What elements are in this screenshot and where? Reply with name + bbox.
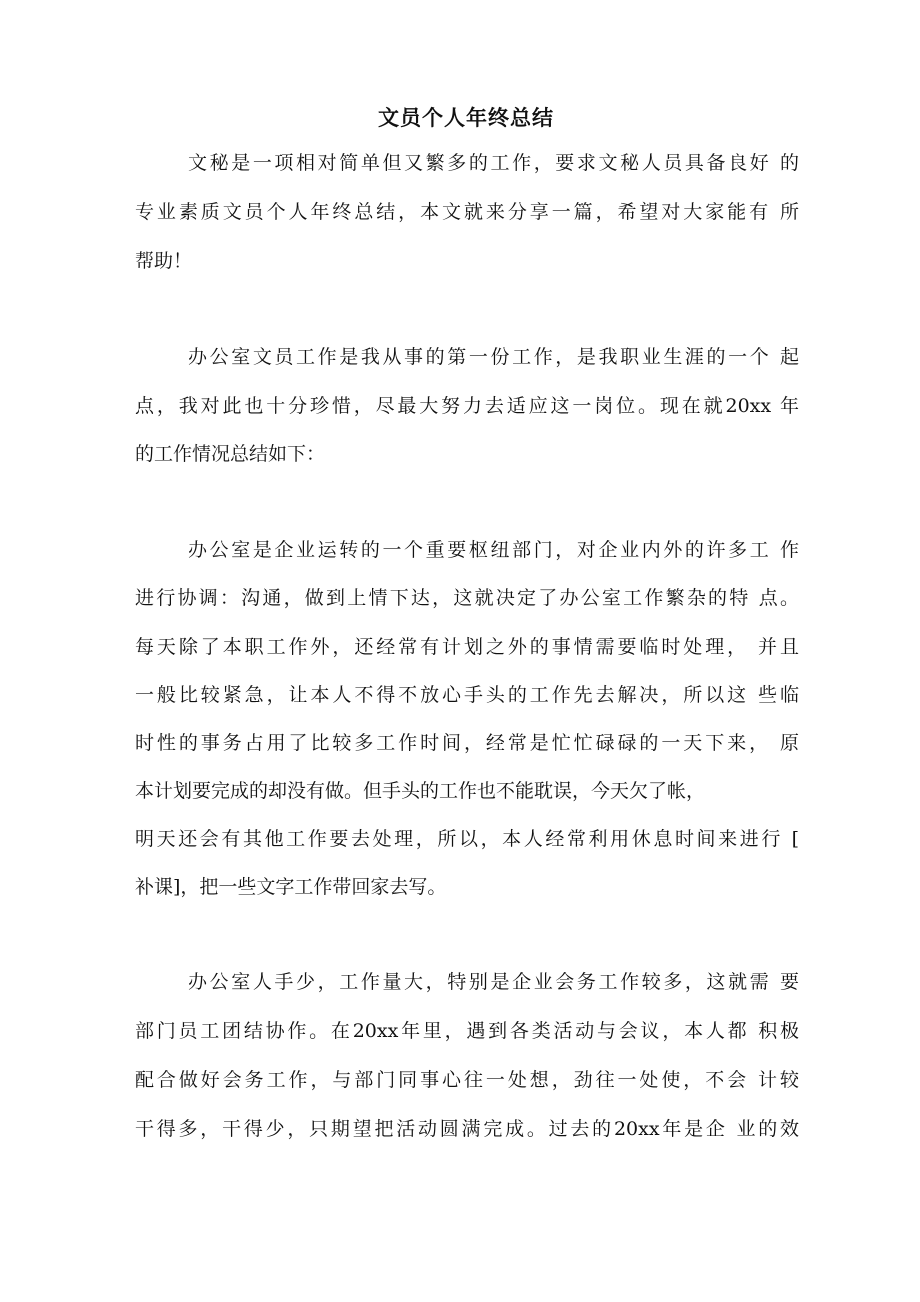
paragraph-4-line-2: 部门员工团结协作。在20xx年里，遇到各类活动与会议，本人都 积极 bbox=[135, 1020, 799, 1042]
paragraph-1-line-1: 文秘是一项相对简单但又繁多的工作，要求文秘人员具备良好 的 bbox=[188, 152, 799, 174]
paragraph-3-line-4: 一般比较紧急，让本人不得不放心手头的工作先去解决，所以这 些临 bbox=[135, 684, 799, 706]
paragraph-4-line-1: 办公室人手少，工作量大，特别是企业会务工作较多，这就需 要 bbox=[188, 971, 799, 993]
paragraph-3-line-1: 办公室是企业运转的一个重要枢纽部门，对企业内外的许多工 作 bbox=[188, 539, 799, 561]
paragraph-3-line-5: 时性的事务占用了比较多工作时间，经常是忙忙碌碌的一天下来， 原 bbox=[135, 732, 799, 754]
paragraph-3-line-3: 每天除了本职工作外，还经常有计划之外的事情需要临时处理， 并且 bbox=[135, 636, 799, 658]
paragraph-3-line-7: 明天还会有其他工作要去处理，所以，本人经常利用休息时间来进行 [ bbox=[135, 828, 799, 850]
document-title: 文员个人年终总结 bbox=[378, 106, 554, 130]
paragraph-2-line-1: 办公室文员工作是我从事的第一份工作，是我职业生涯的一个 起 bbox=[188, 346, 799, 368]
paragraph-2-line-2: 点，我对此也十分珍惜，尽最大努力去适应这一岗位。现在就20xx 年 bbox=[135, 395, 799, 417]
paragraph-1-line-2: 专业素质文员个人年终总结，本文就来分享一篇，希望对大家能有 所 bbox=[135, 201, 799, 223]
paragraph-3-line-6: 本计划要完成的却没有做。但手头的工作也不能耽误，今天欠了帐， bbox=[135, 780, 706, 802]
paragraph-4-line-4: 干得多，干得少，只期望把活动圆满完成。过去的20xx年是企 业的效 bbox=[135, 1118, 799, 1140]
paragraph-3-line-2: 进行协调：沟通，做到上情下达，这就决定了办公室工作繁杂的特 点。 bbox=[135, 587, 799, 609]
paragraph-4-line-3: 配合做好会务工作，与部门同事心往一处想，劲往一处使，不会 计较 bbox=[135, 1069, 799, 1091]
paragraph-3-line-8: 补课]，把一些文字工作带回家去写。 bbox=[135, 876, 447, 898]
paragraph-2-line-3: 的工作情况总结如下： bbox=[135, 443, 326, 465]
paragraph-1-line-3: 帮助！ bbox=[135, 250, 193, 272]
